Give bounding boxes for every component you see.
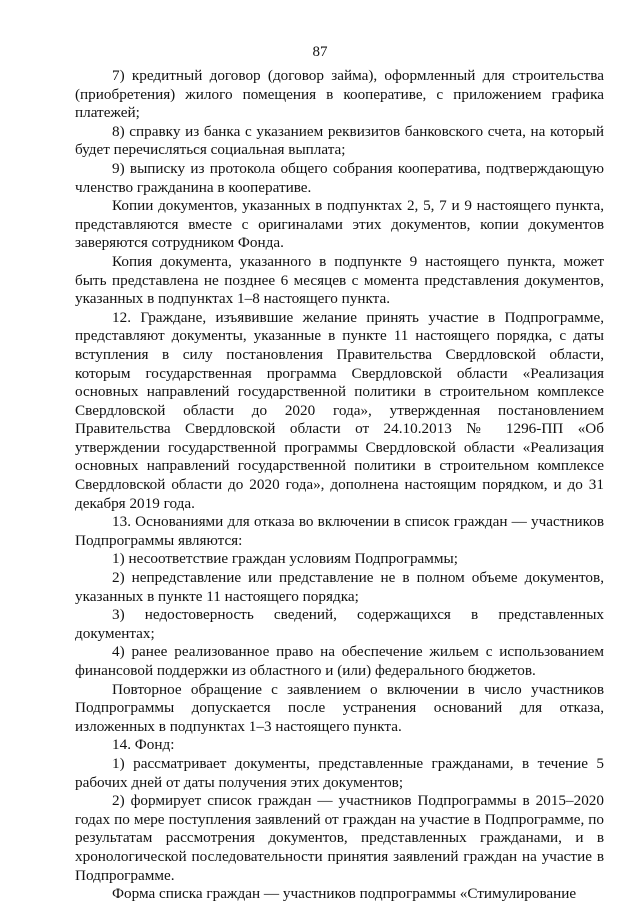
- paragraph: 4) ранее реализованное право на обеспечение жильем с использованием финансовой поддержки из областного и (или) федерального бюджетов.: [75, 643, 604, 679]
- paragraph: 7) кредитный договор (договор займа), оформленный для строительства (приобретения) жилого помещения в кооперативе, с приложением графика платежей;: [75, 67, 604, 122]
- page-number: 87: [312, 44, 328, 60]
- paragraph: 12. Граждане, изъявившие желание принять участие в Подпрограмме, представляют документы, указанные в пункте 11 настоящего порядка, с даты вступления в силу постановления Правительства Свердловской области, которым государственная программа Свердловской области «Реализация основных направлений государственной политики в строительном комплексе Свердловской области до 2020 года», утвержденная постановлением Правительства Свердловской области от 24.10.2013 № 1296-ПП «Об утверждении государственной программы Свердловской области «Реализация основных направлений государственной политики в строительном комплексе Свердловской области до 2020 года», дополнена настоящим порядком, и до 31 декабря 2019 года.: [75, 308, 604, 512]
- paragraph: 9) выписку из протокола общего собрания кооператива, подтверждающую членство гражданина в кооперативе.: [75, 159, 604, 196]
- paragraph: Копия документа, указанного в подпункте 9 настоящего пункта, может быть представлена не позднее 6 месяцев с момента представления документов, указанных в подпунктах 1–8 настоящего пункта.: [75, 252, 604, 308]
- paragraph: 2) непредставление или представление не в полном объеме документов, указанных в пункте 11 настоящего порядка;: [75, 569, 604, 605]
- paragraph: Форма списка граждан — участников подпрограммы «Стимулирование: [112, 885, 577, 903]
- paragraph: 14. Фонд:: [112, 736, 175, 754]
- paragraph: 1) рассматривает документы, представленные гражданами, в течение 5 рабочих дней от даты получения этих документов;: [75, 754, 604, 791]
- paragraph: 1) несоответствие граждан условиям Подпрограммы;: [112, 550, 458, 568]
- paragraph: 2) формирует список граждан — участников Подпрограммы в 2015–2020 годах по мере поступления заявлений от граждан на участие в Подпрограмме, по результатам рассмотрения документов, представленных гражданами, и в хронологической последовательности принятия заявлений граждан на участие в Подпрограмме.: [75, 792, 604, 884]
- paragraph: 13. Основаниями для отказа во включении в список граждан — участников Подпрограммы являются:: [75, 513, 604, 549]
- paragraph: 3) недостоверность сведений, содержащихся в представленных документах;: [75, 606, 604, 642]
- paragraph: Повторное обращение с заявлением о включении в число участников Подпрограммы допускается после устранения оснований для отказа, изложенных в подпунктах 1–3 настоящего пункта.: [75, 680, 604, 735]
- paragraph: Копии документов, указанных в подпунктах 2, 5, 7 и 9 настоящего пункта, представляются вместе с оригиналами этих документов, копии документов заверяются сотрудником Фонда.: [75, 197, 604, 252]
- paragraph: 8) справку из банка с указанием реквизитов банковского счета, на который будет перечисляться социальная выплата;: [75, 122, 604, 159]
- body-text: [75, 67, 604, 904]
